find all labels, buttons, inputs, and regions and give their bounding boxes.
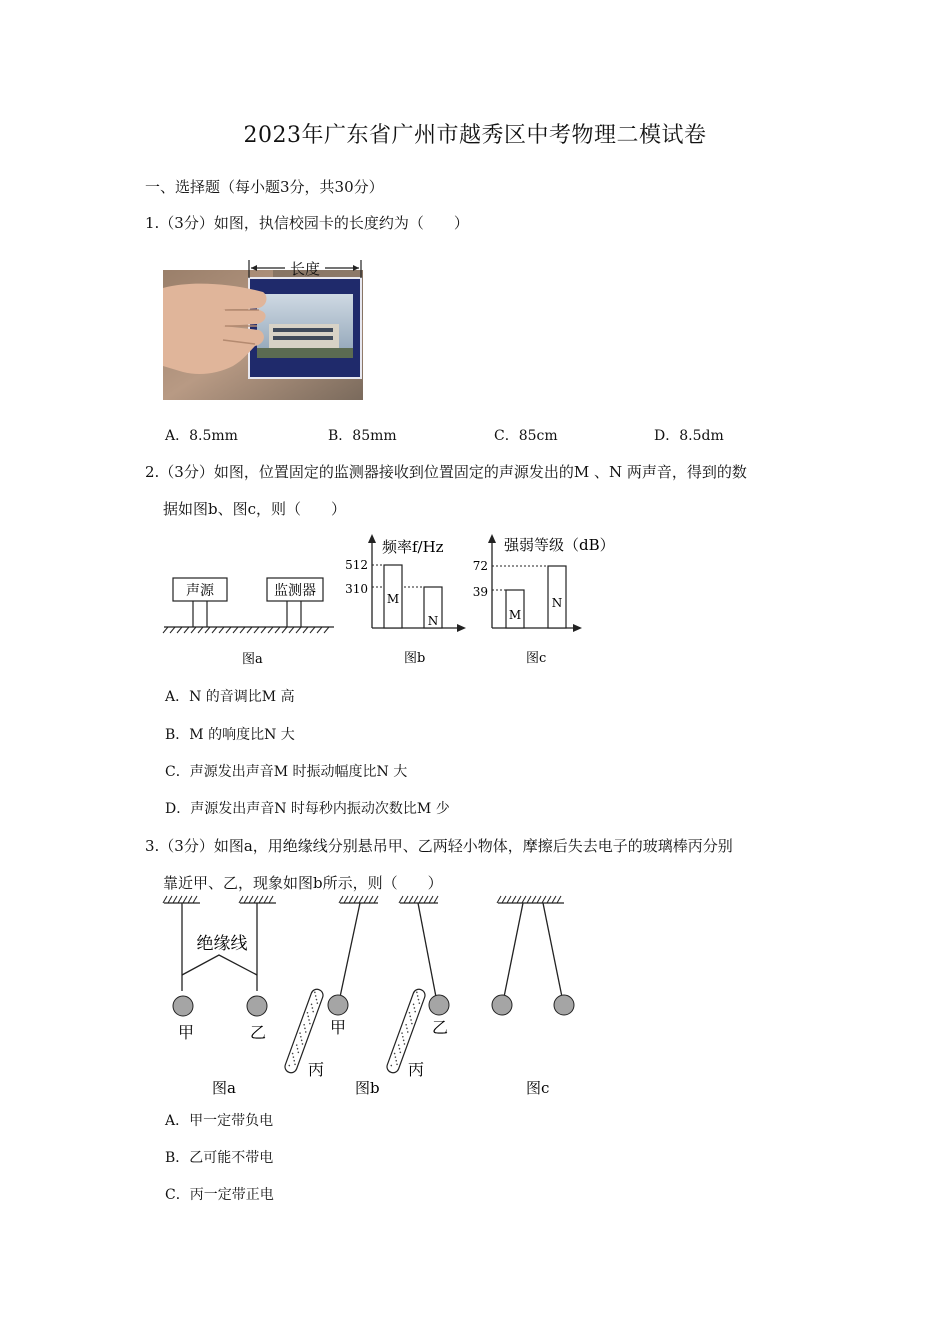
insulating-wire-label: 绝缘线 [196,934,248,954]
q2-chart-frequency [338,530,468,670]
q2-option-c[interactable]: C．声源发出声音M 时振动幅度比N 大 [165,764,408,780]
y-tick-label: 39 [472,585,488,599]
q2-option-a[interactable]: A．N 的音调比M 高 [165,689,295,705]
q2-stem-line2: 据如图b、图c，则（ ） [163,500,347,518]
loudness-ylabel: 强弱等级（dB） [504,536,615,554]
q2-chart-loudness [466,530,641,670]
q1-length-label: 长度 [289,260,321,278]
source-label: 声源 [186,583,214,599]
bar-label-N: N [551,596,563,610]
y-tick-label: 310 [345,582,368,596]
jia-label-b: 甲 [330,1018,347,1037]
q2-option-d[interactable]: D．声源发出声音N 时每秒内振动次数比M 少 [165,801,450,817]
q1-stem: 1.（3分）如图，执信校园卡的长度约为（ ） [145,214,469,232]
q1-option-d[interactable]: D．8.5dm [654,428,724,444]
page-title: 2023年广东省广州市越秀区中考物理二模试卷 [243,123,707,148]
section-heading: 一、选择题（每小题3分，共30分） [145,178,384,196]
q3-fig-b-caption: 图b [355,1079,380,1097]
freq-ylabel: 频率f/Hz [382,538,444,556]
bing-label-1: 丙 [308,1060,325,1079]
y-tick-label: 72 [472,559,488,573]
q3-stem-line2: 靠近甲、乙，现象如图b所示，则（ ） [163,874,443,892]
q1-photo [163,248,363,400]
q3-stem-line1: 3.（3分）如图a，用绝缘线分别悬吊甲、乙两轻小物体，摩擦后失去电子的玻璃棒丙分别 [145,837,733,855]
q3-fig-c-caption: 图c [526,1079,550,1097]
bar-label-M: M [386,592,400,606]
q2-fig-a-caption: 图a [242,652,263,667]
detector-label: 监测器 [274,583,316,599]
q3-option-c[interactable]: C．丙一定带正电 [165,1187,274,1203]
q3-option-a[interactable]: A．甲一定带负电 [165,1113,274,1129]
q1-option-b[interactable]: B．85mm [328,428,397,444]
q3-option-b[interactable]: B．乙可能不带电 [165,1150,274,1166]
q3-fig-a-caption: 图a [212,1079,236,1097]
q1-option-c[interactable]: C．85cm [494,428,558,444]
q3-figures [150,893,590,1108]
q2-figure-a [162,570,338,670]
bar-label-N: N [427,614,439,628]
q2-stem-line1: 2.（3分）如图，位置固定的监测器接收到位置固定的声源发出的M 、N 两声音，得到的数 [145,463,747,481]
q2-option-b[interactable]: B．M 的响度比N 大 [165,727,295,743]
bing-label-2: 丙 [408,1060,425,1079]
q2-fig-b-caption: 图b [404,651,426,666]
q2-fig-c-caption: 图c [526,651,547,666]
q1-option-a[interactable]: A．8.5mm [165,428,238,444]
y-tick-label: 512 [345,558,368,572]
jia-label-a: 甲 [178,1023,195,1042]
bar-label-M: M [508,608,522,622]
yi-label-b: 乙 [432,1018,449,1037]
yi-label-a: 乙 [250,1023,267,1042]
